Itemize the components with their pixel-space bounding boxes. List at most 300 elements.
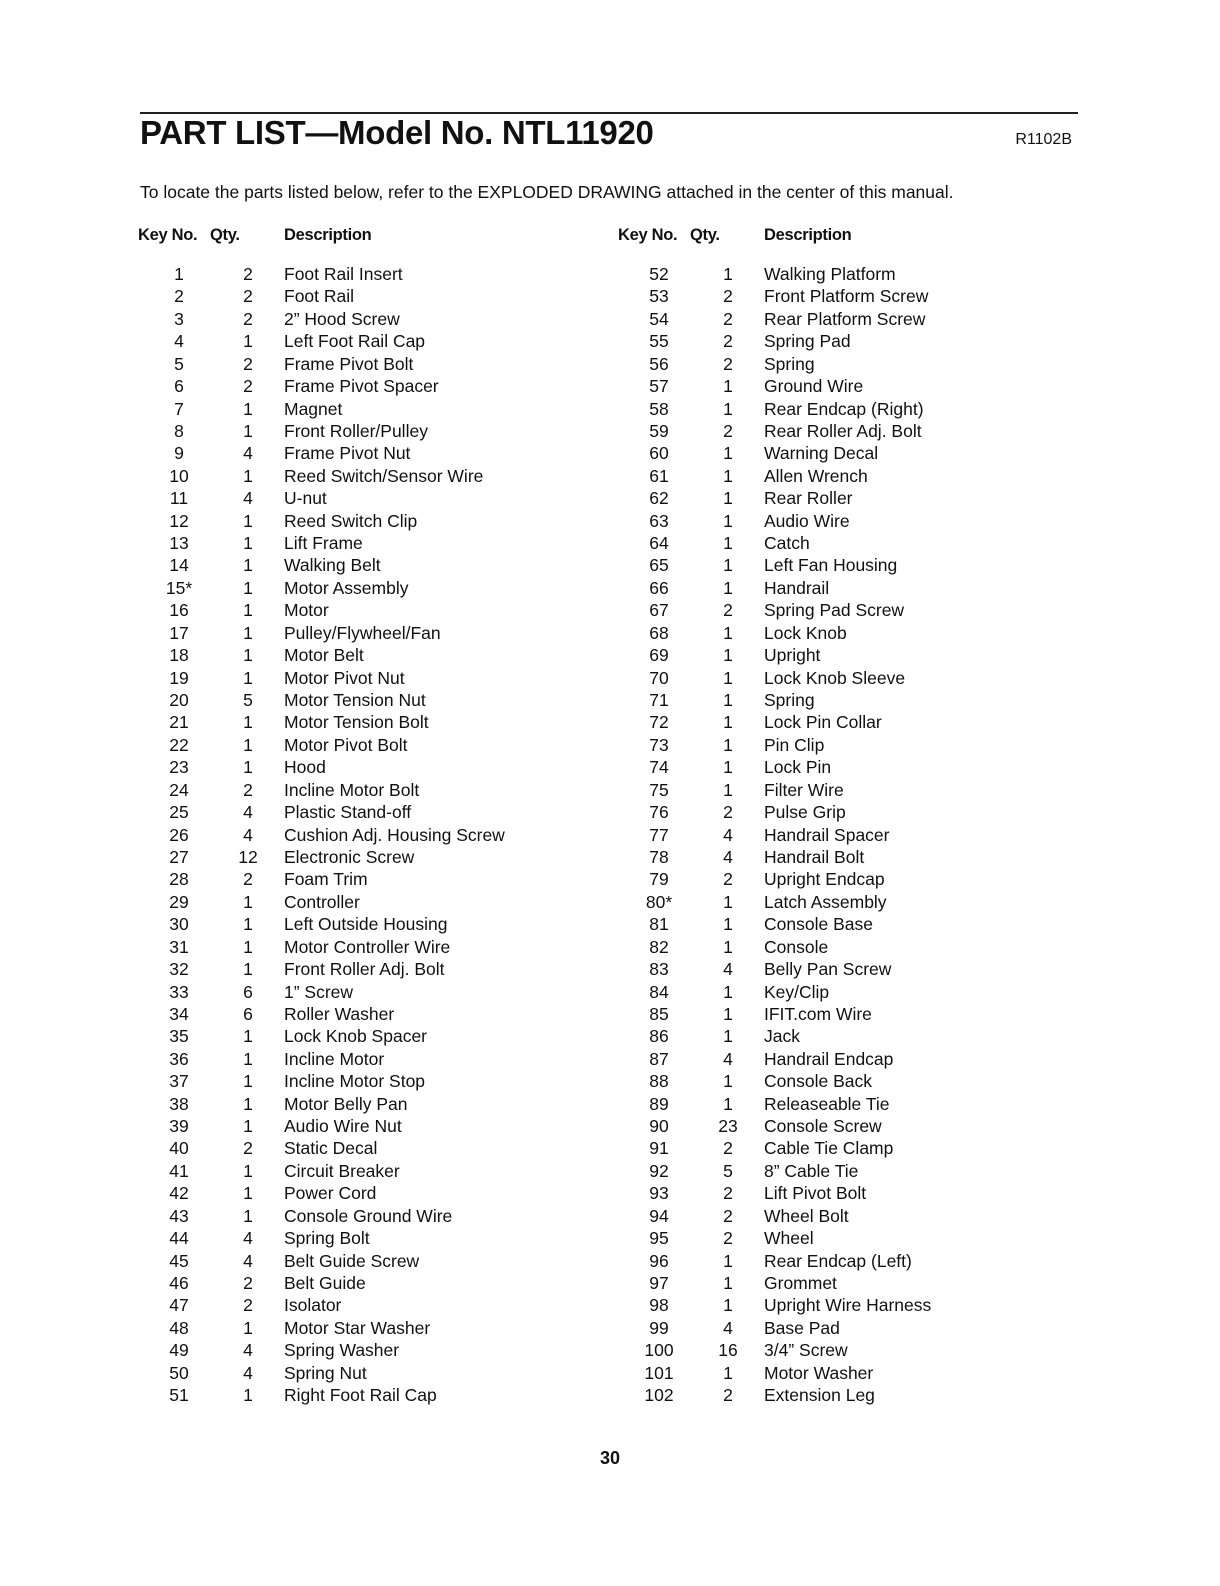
part-key-no: 34 xyxy=(169,1003,189,1024)
part-key-no: 3 xyxy=(174,308,184,329)
part-key-no: 64 xyxy=(649,533,669,554)
part-description: IFIT.com Wire xyxy=(764,1003,872,1024)
part-qty: 2 xyxy=(723,802,733,823)
part-row xyxy=(138,868,505,890)
part-row xyxy=(138,936,505,958)
part-key-no: 102 xyxy=(644,1385,674,1406)
part-key-no: 84 xyxy=(649,981,669,1002)
key-no-header: Key No. xyxy=(138,226,198,244)
part-row xyxy=(618,353,931,375)
part-row xyxy=(138,622,505,644)
part-description: Spring Bolt xyxy=(284,1228,370,1249)
part-qty: 1 xyxy=(723,757,733,778)
part-row xyxy=(618,1048,931,1070)
part-row xyxy=(138,554,505,576)
part-row xyxy=(138,644,505,666)
part-qty: 5 xyxy=(723,1160,733,1181)
part-row xyxy=(618,398,931,420)
part-key-no: 40 xyxy=(169,1138,189,1159)
part-row xyxy=(138,375,505,397)
part-row xyxy=(618,801,931,823)
part-row xyxy=(618,510,931,532)
part-description: Frame Pivot Bolt xyxy=(284,353,414,374)
part-row xyxy=(618,846,931,868)
part-description: Jack xyxy=(764,1026,800,1047)
part-qty: 2 xyxy=(723,331,733,352)
parts-rows-left xyxy=(138,263,505,1407)
part-qty: 1 xyxy=(723,533,733,554)
part-description: Foot Rail Insert xyxy=(284,264,403,284)
part-qty: 4 xyxy=(243,443,253,464)
part-qty: 1 xyxy=(243,667,253,688)
part-qty: 4 xyxy=(243,1340,253,1361)
part-key-no: 85 xyxy=(649,1003,669,1024)
part-key-no: 88 xyxy=(649,1071,669,1092)
part-qty: 6 xyxy=(243,981,253,1002)
part-qty: 1 xyxy=(243,533,253,554)
description-header: Description xyxy=(764,226,852,244)
part-description: 8” Cable Tie xyxy=(764,1160,859,1181)
part-qty: 1 xyxy=(243,1160,253,1181)
part-key-no: 62 xyxy=(649,488,669,509)
part-key-no: 82 xyxy=(649,936,669,957)
part-row xyxy=(138,1317,505,1339)
part-row xyxy=(138,711,505,733)
part-description: Frame Pivot Nut xyxy=(284,443,411,464)
part-key-no: 30 xyxy=(169,914,189,935)
part-description: Reed Switch Clip xyxy=(284,510,418,531)
part-key-no: 89 xyxy=(649,1093,669,1114)
part-key-no: 33 xyxy=(169,981,189,1002)
part-qty: 1 xyxy=(723,488,733,509)
part-key-no: 81 xyxy=(649,914,669,935)
part-row xyxy=(618,1070,931,1092)
part-key-no: 28 xyxy=(169,869,189,890)
part-description: Incline Motor Bolt xyxy=(284,779,420,800)
part-description: Hood xyxy=(284,757,326,778)
part-qty: 1 xyxy=(723,443,733,464)
part-row xyxy=(618,1294,931,1316)
part-description: Ground Wire xyxy=(764,376,864,397)
part-key-no: 27 xyxy=(169,846,189,867)
part-description: 2” Hood Screw xyxy=(284,308,400,329)
part-qty: 1 xyxy=(723,712,733,733)
part-description: Key/Clip xyxy=(764,981,830,1002)
part-key-no: 50 xyxy=(169,1362,189,1383)
part-row xyxy=(138,487,505,509)
part-description: Frame Pivot Spacer xyxy=(284,376,439,397)
part-description: Console Ground Wire xyxy=(284,1205,453,1226)
part-row xyxy=(618,599,931,621)
part-key-no: 41 xyxy=(169,1160,189,1181)
qty-header: Qty. xyxy=(210,226,240,244)
part-row xyxy=(138,532,505,554)
part-row xyxy=(618,1250,931,1272)
part-description: Roller Washer xyxy=(284,1003,395,1024)
part-row xyxy=(138,1115,505,1137)
part-row xyxy=(618,958,931,980)
part-row xyxy=(618,913,931,935)
part-description: Static Decal xyxy=(284,1138,378,1159)
part-description: Rear Endcap (Right) xyxy=(764,398,924,419)
part-row xyxy=(618,465,931,487)
part-row xyxy=(138,510,505,532)
page-title: PART LIST—Model No. NTL11920 xyxy=(140,114,654,151)
part-qty: 1 xyxy=(243,645,253,666)
part-row xyxy=(618,1093,931,1115)
part-key-no: 25 xyxy=(169,802,189,823)
part-description: Handrail Spacer xyxy=(764,824,890,845)
part-key-no: 29 xyxy=(169,891,189,912)
part-qty: 2 xyxy=(243,1272,253,1293)
part-row xyxy=(138,1025,505,1047)
part-description: Grommet xyxy=(764,1272,837,1293)
part-description: Motor Belly Pan xyxy=(284,1093,408,1114)
part-qty: 2 xyxy=(723,1138,733,1159)
part-qty: 4 xyxy=(243,802,253,823)
part-description: Left Foot Rail Cap xyxy=(284,331,426,352)
part-row xyxy=(618,1384,931,1406)
part-key-no: 20 xyxy=(169,690,189,711)
part-description: Console Back xyxy=(764,1071,872,1092)
part-key-no: 87 xyxy=(649,1048,669,1069)
part-key-no: 63 xyxy=(649,510,669,531)
part-qty: 1 xyxy=(243,398,253,419)
part-description: Plastic Stand-off xyxy=(284,802,412,823)
part-qty: 1 xyxy=(243,1183,253,1204)
part-description: Isolator xyxy=(284,1295,342,1316)
part-description: Magnet xyxy=(284,398,343,419)
part-key-no: 100 xyxy=(644,1340,674,1361)
part-row xyxy=(618,1339,931,1361)
part-key-no: 86 xyxy=(649,1026,669,1047)
part-description: Spring Nut xyxy=(284,1362,367,1383)
part-key-no: 42 xyxy=(169,1183,189,1204)
part-description: Audio Wire xyxy=(764,510,850,531)
part-description: Catch xyxy=(764,533,810,554)
part-key-no: 95 xyxy=(649,1228,669,1249)
part-qty: 1 xyxy=(723,779,733,800)
part-row xyxy=(618,1205,931,1227)
part-key-no: 11 xyxy=(169,488,189,509)
part-qty: 4 xyxy=(723,1317,733,1338)
part-key-no: 72 xyxy=(649,712,669,733)
part-key-no: 55 xyxy=(649,331,669,352)
part-qty: 2 xyxy=(723,1385,733,1406)
part-description: Filter Wire xyxy=(764,779,844,800)
part-key-no: 61 xyxy=(649,465,669,486)
part-qty: 16 xyxy=(718,1340,738,1361)
part-qty: 1 xyxy=(243,891,253,912)
part-description: Rear Roller xyxy=(764,488,853,509)
part-description: Motor Pivot Bolt xyxy=(284,734,408,755)
part-row xyxy=(138,263,505,285)
part-qty: 1 xyxy=(723,264,733,284)
part-qty: 1 xyxy=(723,1272,733,1293)
part-key-no: 43 xyxy=(169,1205,189,1226)
part-row xyxy=(618,1115,931,1137)
column-header xyxy=(618,226,931,250)
part-row xyxy=(618,779,931,801)
part-row xyxy=(618,330,931,352)
description-header: Description xyxy=(284,226,372,244)
part-description: Motor xyxy=(284,600,329,621)
parts-rows-right xyxy=(618,263,931,1407)
part-description: Motor Controller Wire xyxy=(284,936,451,957)
part-description: Walking Platform xyxy=(764,264,896,284)
part-key-no: 56 xyxy=(649,353,669,374)
part-qty: 4 xyxy=(723,1048,733,1069)
part-qty: 1 xyxy=(723,734,733,755)
part-qty: 2 xyxy=(723,353,733,374)
part-qty: 2 xyxy=(723,420,733,441)
part-description: Pulse Grip xyxy=(764,802,846,823)
part-row xyxy=(138,398,505,420)
part-description: Belt Guide Screw xyxy=(284,1250,420,1271)
part-key-no: 32 xyxy=(169,959,189,980)
part-row xyxy=(138,420,505,442)
part-row xyxy=(618,1003,931,1025)
part-qty: 1 xyxy=(243,1048,253,1069)
part-key-no: 78 xyxy=(649,846,669,867)
part-qty: 1 xyxy=(243,1071,253,1092)
part-key-no: 98 xyxy=(649,1295,669,1316)
part-description: Rear Endcap (Left) xyxy=(764,1250,912,1271)
part-qty: 1 xyxy=(723,1026,733,1047)
part-description: Left Outside Housing xyxy=(284,914,448,935)
part-qty: 2 xyxy=(723,1183,733,1204)
part-description: Spring xyxy=(764,690,815,711)
part-key-no: 59 xyxy=(649,420,669,441)
part-description: Spring Pad xyxy=(764,331,851,352)
part-key-no: 68 xyxy=(649,622,669,643)
part-qty: 12 xyxy=(238,846,258,867)
part-qty: 1 xyxy=(723,645,733,666)
part-row xyxy=(138,1182,505,1204)
part-key-no: 21 xyxy=(169,712,189,733)
part-row xyxy=(618,667,931,689)
part-key-no: 73 xyxy=(649,734,669,755)
part-qty: 1 xyxy=(243,600,253,621)
part-qty: 1 xyxy=(243,1385,253,1406)
part-description: Audio Wire Nut xyxy=(284,1116,402,1137)
part-key-no: 4 xyxy=(174,331,184,352)
part-description: Front Platform Screw xyxy=(764,286,929,307)
part-qty: 1 xyxy=(243,1317,253,1338)
part-description: Rear Platform Screw xyxy=(764,308,926,329)
part-row xyxy=(618,1137,931,1159)
part-key-no: 54 xyxy=(649,308,669,329)
part-qty: 1 xyxy=(723,398,733,419)
part-qty: 1 xyxy=(723,1093,733,1114)
part-qty: 1 xyxy=(243,959,253,980)
part-key-no: 83 xyxy=(649,959,669,980)
column-header xyxy=(138,226,505,250)
part-description: Spring xyxy=(764,353,815,374)
part-qty: 2 xyxy=(243,1138,253,1159)
part-qty: 2 xyxy=(243,353,253,374)
part-qty: 2 xyxy=(243,376,253,397)
part-qty: 4 xyxy=(723,959,733,980)
part-row xyxy=(138,465,505,487)
part-qty: 1 xyxy=(723,981,733,1002)
part-qty: 2 xyxy=(243,286,253,307)
part-description: Power Cord xyxy=(284,1183,377,1204)
part-description: Lock Knob Spacer xyxy=(284,1026,428,1047)
part-qty: 1 xyxy=(723,510,733,531)
part-key-no: 18 xyxy=(169,645,189,666)
part-qty: 2 xyxy=(243,308,253,329)
part-key-no: 46 xyxy=(169,1272,189,1293)
part-key-no: 16 xyxy=(169,600,189,621)
part-description: Right Foot Rail Cap xyxy=(284,1385,437,1406)
part-qty: 4 xyxy=(243,488,253,509)
part-qty: 6 xyxy=(243,1003,253,1024)
part-description: Motor Assembly xyxy=(284,577,409,598)
part-qty: 1 xyxy=(243,1026,253,1047)
part-qty: 1 xyxy=(723,891,733,912)
part-description: Controller xyxy=(284,891,360,912)
part-row xyxy=(138,577,505,599)
part-key-no: 93 xyxy=(649,1183,669,1204)
part-row xyxy=(138,308,505,330)
part-qty: 1 xyxy=(243,1093,253,1114)
page-number: 30 xyxy=(599,1448,621,1468)
part-qty: 1 xyxy=(243,622,253,643)
part-description: Motor Tension Bolt xyxy=(284,712,429,733)
part-row xyxy=(138,330,505,352)
part-qty: 1 xyxy=(723,622,733,643)
part-row xyxy=(138,599,505,621)
part-row xyxy=(138,1160,505,1182)
part-key-no: 35 xyxy=(169,1026,189,1047)
part-row xyxy=(138,1227,505,1249)
part-row xyxy=(138,756,505,778)
part-qty: 2 xyxy=(723,308,733,329)
part-row xyxy=(138,442,505,464)
part-key-no: 36 xyxy=(169,1048,189,1069)
part-description: 1” Screw xyxy=(284,981,354,1002)
part-description: Upright xyxy=(764,645,821,666)
part-row xyxy=(138,1003,505,1025)
part-row xyxy=(138,1294,505,1316)
part-key-no: 14 xyxy=(169,555,189,576)
part-key-no: 74 xyxy=(649,757,669,778)
part-row xyxy=(618,487,931,509)
part-key-no: 96 xyxy=(649,1250,669,1271)
part-key-no: 24 xyxy=(169,779,189,800)
part-row xyxy=(618,1182,931,1204)
part-qty: 1 xyxy=(243,1205,253,1226)
part-row xyxy=(138,846,505,868)
part-description: Lift Frame xyxy=(284,533,363,554)
part-qty: 4 xyxy=(243,1250,253,1271)
part-key-no: 101 xyxy=(644,1362,674,1383)
part-qty: 2 xyxy=(723,1228,733,1249)
part-qty: 4 xyxy=(243,1228,253,1249)
part-row xyxy=(138,801,505,823)
part-qty: 1 xyxy=(243,914,253,935)
part-description: Pulley/Flywheel/Fan xyxy=(284,622,441,643)
part-row xyxy=(618,532,931,554)
part-qty: 1 xyxy=(723,936,733,957)
part-qty: 2 xyxy=(243,264,253,284)
part-row xyxy=(138,1362,505,1384)
part-description: Foot Rail xyxy=(284,286,355,307)
part-description: Base Pad xyxy=(764,1317,840,1338)
part-description: Console Base xyxy=(764,914,873,935)
part-description: Allen Wrench xyxy=(764,465,868,486)
part-row xyxy=(138,667,505,689)
part-description: Foam Trim xyxy=(284,869,368,890)
part-row xyxy=(618,554,931,576)
part-key-no: 71 xyxy=(649,690,669,711)
part-description: Motor Tension Nut xyxy=(284,690,426,711)
part-description: Motor Star Washer xyxy=(284,1317,431,1338)
part-row xyxy=(618,285,931,307)
part-description: Incline Motor xyxy=(284,1048,385,1069)
part-key-no: 99 xyxy=(649,1317,669,1338)
key-no-header: Key No. xyxy=(618,226,678,244)
part-description: Releaseable Tie xyxy=(764,1093,890,1114)
part-qty: 1 xyxy=(243,1116,253,1137)
part-row xyxy=(618,1160,931,1182)
part-key-no: 77 xyxy=(649,824,669,845)
part-qty: 1 xyxy=(723,1003,733,1024)
parts-column-right xyxy=(618,226,931,1407)
part-description: Console xyxy=(764,936,829,957)
part-key-no: 97 xyxy=(649,1272,669,1293)
part-key-no: 49 xyxy=(169,1340,189,1361)
part-description: Electronic Screw xyxy=(284,846,415,867)
part-description: Wheel Bolt xyxy=(764,1205,849,1226)
part-description: Handrail Bolt xyxy=(764,846,865,867)
part-row xyxy=(138,1339,505,1361)
part-row xyxy=(138,958,505,980)
part-qty: 2 xyxy=(723,286,733,307)
part-key-no: 5 xyxy=(174,353,184,374)
part-description: Motor Belt xyxy=(284,645,364,666)
part-key-no: 44 xyxy=(169,1228,189,1249)
part-key-no: 94 xyxy=(649,1205,669,1226)
part-description: Latch Assembly xyxy=(764,891,887,912)
part-key-no: 52 xyxy=(649,264,669,284)
part-description: Belt Guide xyxy=(284,1272,366,1293)
part-description: Walking Belt xyxy=(284,555,381,576)
part-key-no: 47 xyxy=(169,1295,189,1316)
part-row xyxy=(618,375,931,397)
part-key-no: 19 xyxy=(169,667,189,688)
part-description: Wheel xyxy=(764,1228,814,1249)
part-description: Spring Washer xyxy=(284,1340,400,1361)
part-row xyxy=(138,981,505,1003)
part-row xyxy=(618,1227,931,1249)
part-row xyxy=(618,308,931,330)
document-code: R1102B xyxy=(1015,131,1072,148)
part-qty: 2 xyxy=(723,600,733,621)
part-key-no: 17 xyxy=(169,622,189,643)
part-description: Lock Pin Collar xyxy=(764,712,882,733)
part-key-no: 12 xyxy=(169,510,189,531)
part-row xyxy=(138,285,505,307)
part-row xyxy=(618,824,931,846)
intro-text: To locate the parts listed below, refer to the EXPLODED DRAWING attached in the center of this manual. xyxy=(140,182,954,202)
part-description: Lock Pin xyxy=(764,757,832,778)
part-qty: 1 xyxy=(243,577,253,598)
part-key-no: 38 xyxy=(169,1093,189,1114)
part-description: Reed Switch/Sensor Wire xyxy=(284,465,484,486)
part-key-no: 75 xyxy=(649,779,669,800)
